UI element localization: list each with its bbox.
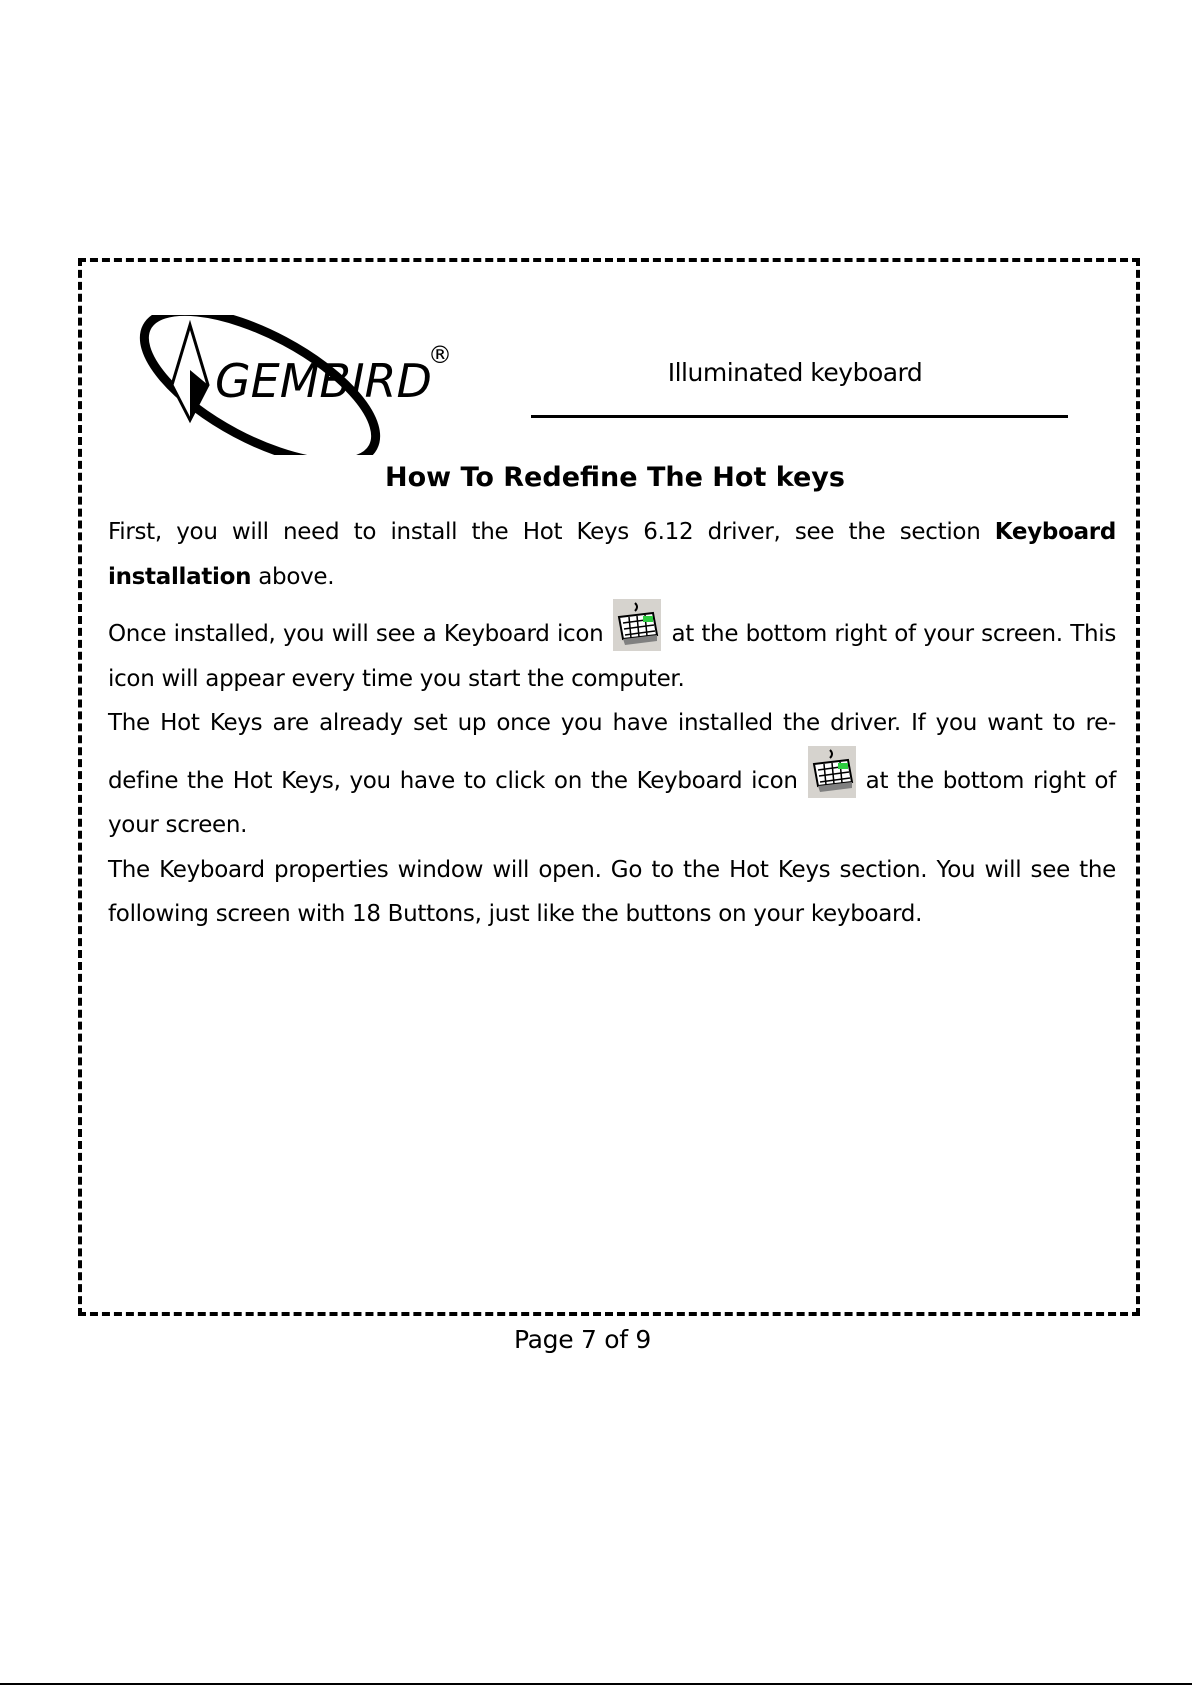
header-rule: [531, 415, 1068, 418]
paragraph-1: [108, 510, 1116, 599]
p1-text-start: First, you will need to install the Hot Keys 6.12 driver, see the section: [108, 519, 995, 545]
gembird-logo: [110, 315, 460, 455]
p2-text-start: Once installed, you will see a Keyboard icon: [108, 621, 604, 647]
paragraph-4: The Keyboard properties window will open. Go to the Hot Keys section. You will see the following screen with 18 Buttons, just like the buttons on your keyboard.: [108, 856, 1116, 927]
p3-text-start: The Hot Keys are already set up once you have installed the driver. If you want to re-define the Hot Keys, you have to click on the Keyboard icon: [108, 710, 1116, 794]
keyboard-tray-icon: [613, 599, 661, 651]
body-text: [108, 510, 1116, 937]
p1-text-end: above.: [251, 563, 335, 590]
keyboard-tray-icon: [808, 746, 856, 798]
logo-text: GEMBIRD: [215, 354, 432, 408]
section-heading: How To Redefine The Hot keys: [385, 462, 845, 493]
registered-mark: ®: [428, 341, 452, 369]
paragraph-3: [108, 701, 1116, 848]
p3-text-end: at the bottom right of your screen.: [108, 767, 1116, 838]
product-title: Illuminated keyboard: [667, 358, 923, 387]
paragraph-2: [108, 599, 1116, 701]
p2-text-end: at the bottom right of your screen. This icon will appear every time you start the computer.: [108, 621, 1116, 692]
keyboard-installation-reference: Keyboard installation: [108, 519, 1116, 590]
page-number: Page 7 of 9: [514, 1325, 651, 1354]
